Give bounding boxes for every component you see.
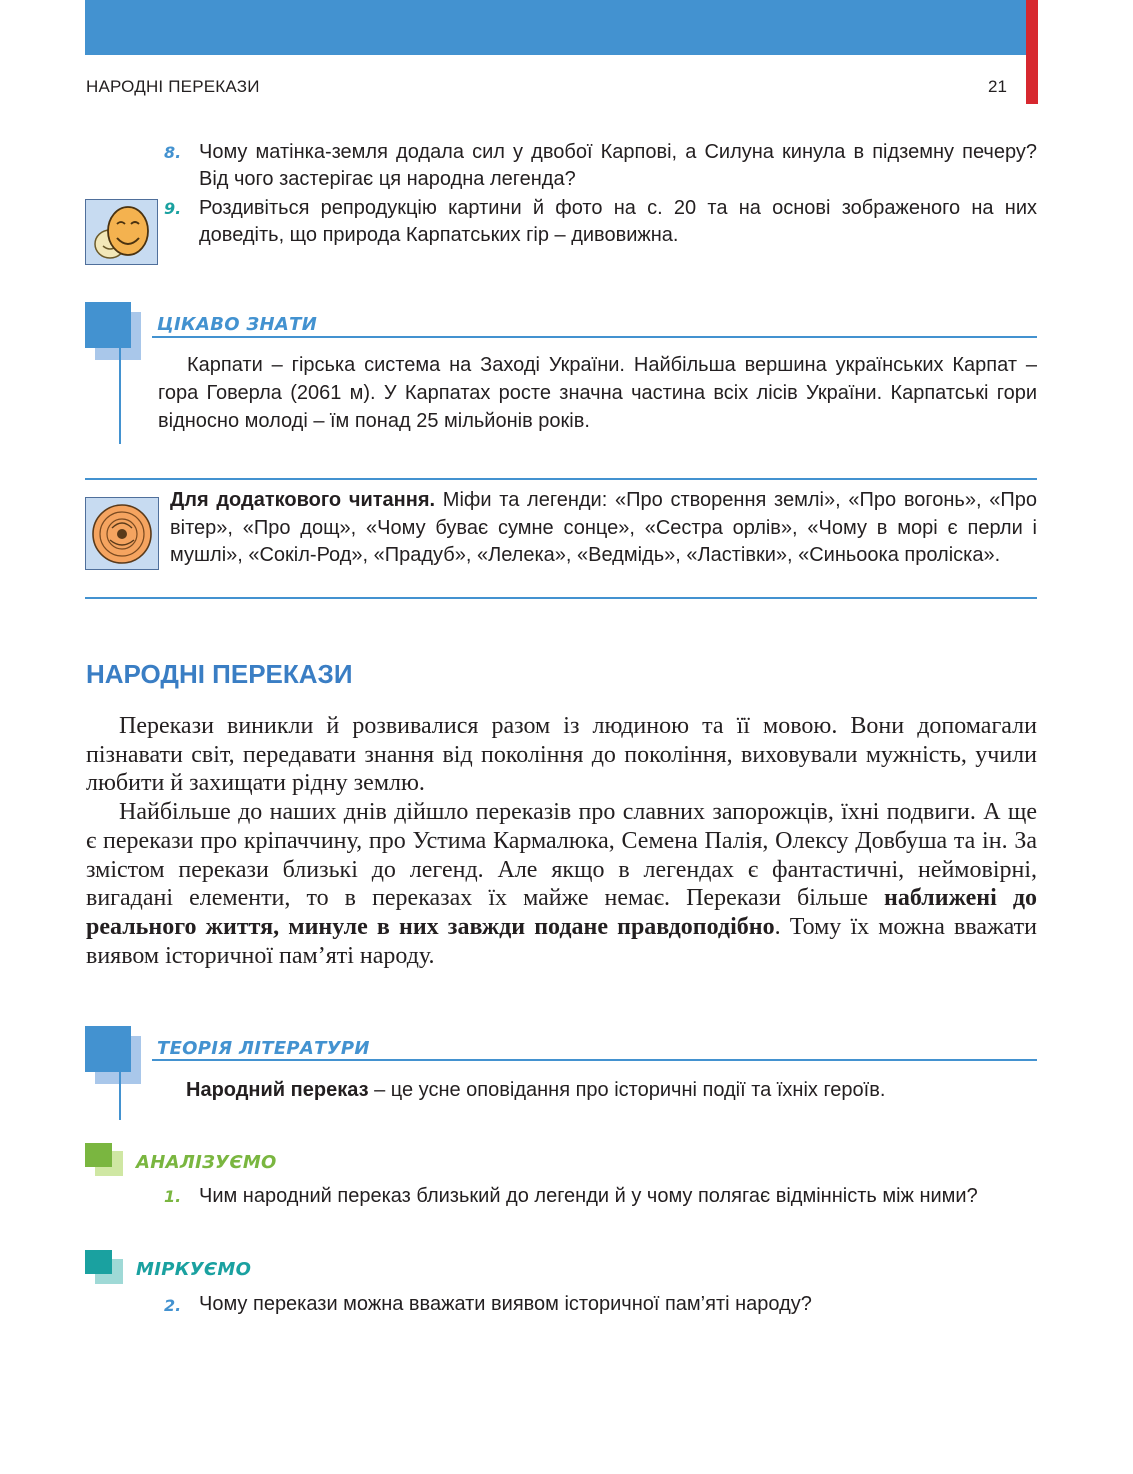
interesting-side-line — [119, 348, 121, 444]
question-number-8: 8. — [164, 143, 182, 162]
theory-rule — [152, 1059, 1037, 1061]
paragraph-2-end: . Тому їх можна вважати виявом історичної пам’яті народу. — [86, 913, 1037, 969]
page-number: 21 — [988, 77, 1007, 96]
reason-square — [85, 1250, 112, 1274]
theory-heading: ТЕОРІЯ ЛІТЕРАТУРИ — [157, 1038, 370, 1059]
theory-term: Народний переказ — [186, 1079, 369, 1101]
theatre-masks-icon — [85, 199, 158, 265]
paragraph-2-bold: наближені до реального життя, минуле в них завжди подане правдоподібно — [86, 885, 1037, 940]
reason-question-text: Чому перекази можна вважати виявом історичної пам’яті народу? — [199, 1293, 812, 1315]
theory-side-line — [119, 1072, 121, 1120]
section-body — [86, 712, 1037, 970]
disc-record-icon — [85, 497, 159, 570]
question-number-2: 2. — [164, 1296, 182, 1315]
paragraph-2-start: Найбільше до наших днів дійшло переказів про славних запорожців, їхні подвиги. А ще є перекази про кріпаччину, про Устима Кармалюка, Семена Палія, Олексу Довбуша та ін. За змістом перекази близькі до легенд. Але якщо в легендах є фантастичні, неймовірні, вигадані елементи, то в переказах їх майже немає. Перекази більше — [86, 799, 1037, 912]
page-edge-marker — [1026, 0, 1038, 104]
question-9-text: Роздивіться репродукцію картини й фото на с. 20 та на основі зображеного на них доведіть, що природа Карпатських гір – дивовижна. — [199, 197, 1037, 246]
question-number-1: 1. — [164, 1187, 182, 1206]
theory-text — [186, 1076, 1037, 1104]
question-number-9: 9. — [164, 199, 182, 218]
running-title: НАРОДНІ ПЕРЕКАЗИ — [86, 77, 260, 96]
theory-definition: – це усне оповідання про історичні події та їхніх героїв. — [368, 1079, 886, 1101]
interesting-text: Карпати – гірська система на Заході України. Найбільша вершина українських Карпат – гора Говерла (2061 м). У Карпатах росте значна частина всіх лісів України. Карпатські гори відносно молоді – їм понад 25 мільйонів років. — [158, 354, 1037, 432]
reason-heading: МІРКУЄМО — [136, 1259, 252, 1280]
analyze-question-text: Чим народний переказ близький до легенди й у чому полягає відмінність між ними? — [199, 1185, 978, 1207]
theory-square — [85, 1026, 131, 1072]
question-8-text: Чому матінка-земля додала сил у двобої Карпові, а Силуна кинула в підземну печеру? Від чого застерігає ця народна легенда? — [199, 141, 1037, 190]
analyze-heading: АНАЛІЗУЄМО — [136, 1152, 277, 1173]
extra-reading-list: Міфи та легенди: «Про створення землі», «Про вогонь», «Про вітер», «Про дощ», «Чому буває сумне сонце», «Сестра орлів», «Чому в морі є перли і мушлі», «Сокіл-Род», «Прадуб», «Лелека», «Ведмідь», «Ластівки», «Синьоока проліска». — [170, 489, 1038, 566]
section-title: НАРОДНІ ПЕРЕКАЗИ — [86, 659, 353, 689]
interesting-rule — [152, 336, 1037, 338]
section-paragraph-2 — [86, 798, 1037, 970]
extra-reading-text — [170, 487, 1037, 570]
extra-reading-bottom-rule — [85, 597, 1037, 599]
top-color-band — [85, 0, 1026, 55]
interesting-heading: ЦІКАВО ЗНАТИ — [157, 314, 318, 335]
rubric-square — [85, 302, 131, 348]
section-paragraph-1: Перекази виникли й розвивалися разом із людиною та її мовою. Вони допомагали пізнавати світ, передавати знання від покоління до покоління, виховували мужність, учили любити й захищати рідну землю. — [86, 713, 1037, 797]
extra-reading-label: Для додаткового читання. — [170, 489, 436, 511]
extra-reading-top-rule — [85, 478, 1037, 480]
analyze-square — [85, 1143, 112, 1167]
